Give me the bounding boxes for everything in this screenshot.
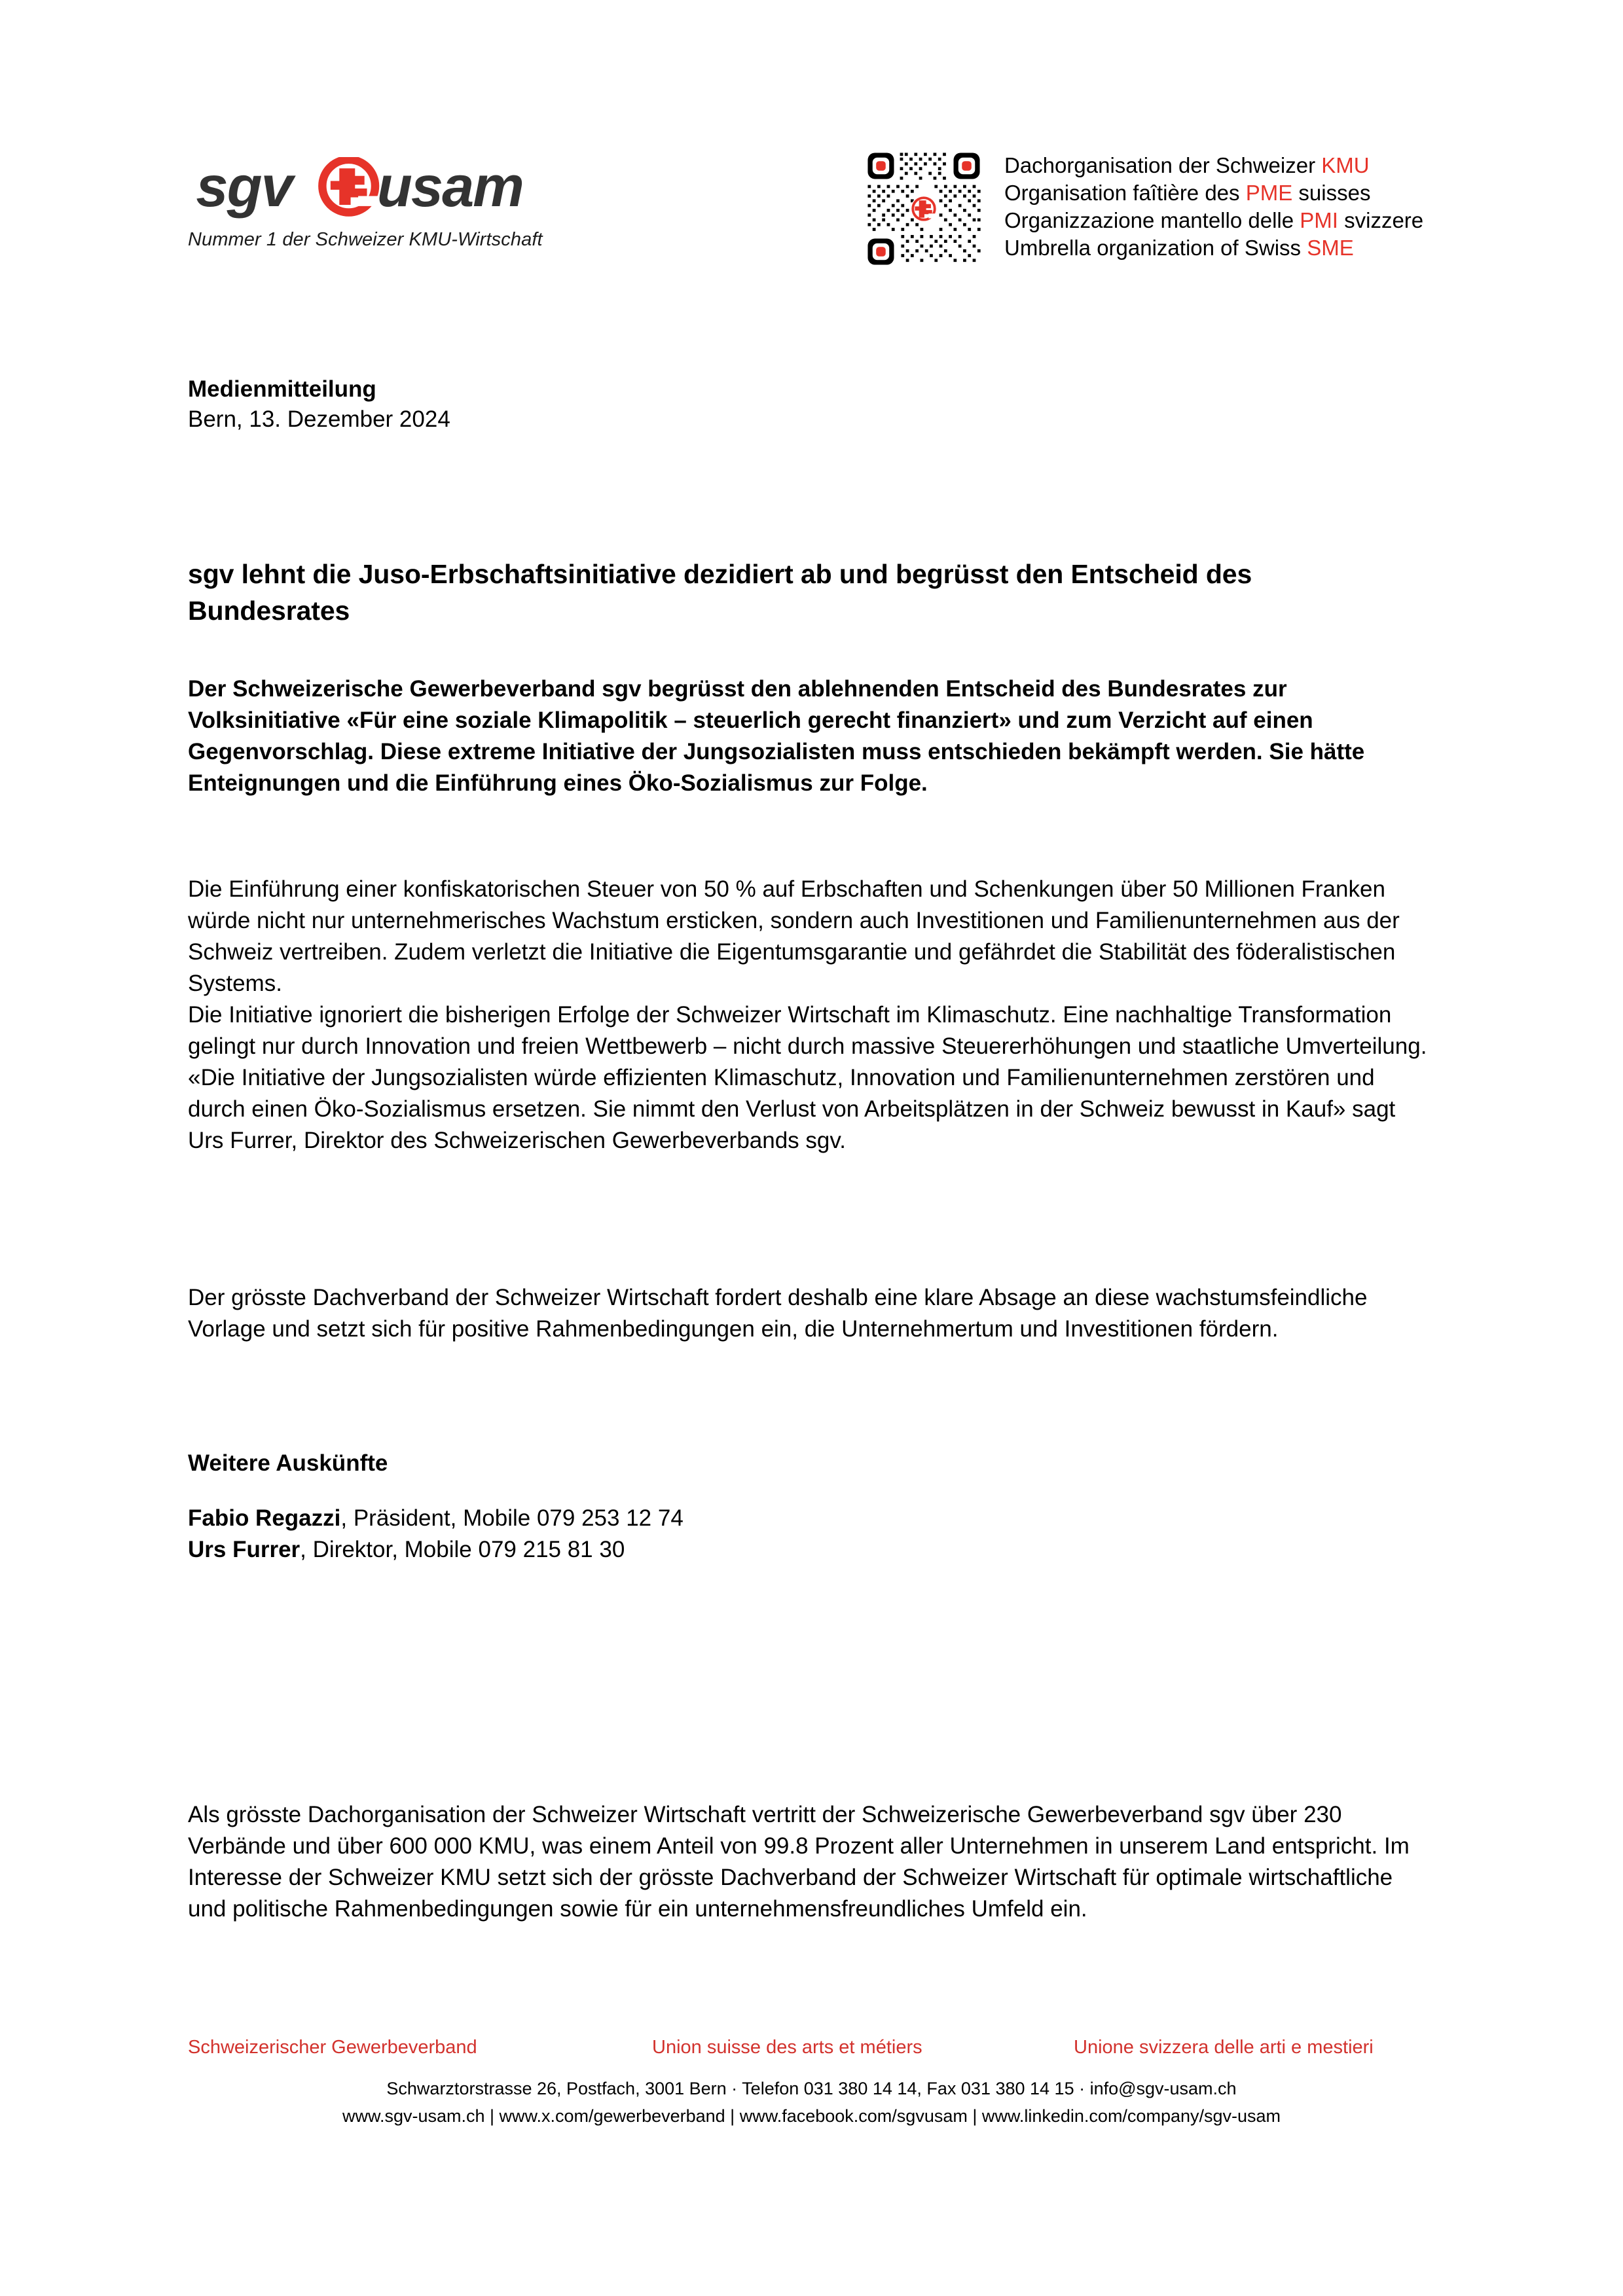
org-line-en-highlight: SME bbox=[1307, 236, 1354, 260]
page-title: sgv lehnt die Juso-Erbschaftsinitiative dezidiert ab und begrüsst den Entscheid des Bundesrates bbox=[188, 559, 1252, 626]
svg-text:sgv: sgv bbox=[196, 157, 292, 219]
footer-links[interactable]: www.sgv-usam.ch | www.x.com/gewerbeverband | www.facebook.com/sgvusam | www.linkedin.com/company/sgv-usam bbox=[342, 2106, 1281, 2126]
logo-emblem-icon bbox=[322, 160, 386, 213]
org-line-fr bbox=[1004, 179, 1423, 207]
footer-name-it: Unione svizzera delle arti e mestieri bbox=[1074, 2037, 1374, 2058]
org-line-fr-highlight: PME bbox=[1245, 181, 1293, 205]
page-footer bbox=[0, 2037, 1623, 2130]
sgv-usam-logo bbox=[188, 157, 594, 251]
org-line-it-suffix: svizzere bbox=[1338, 208, 1424, 232]
body-paragraph-1: Die Einführung einer konfiskatorischen Steuer von 50 % auf Erbschaften und Schenkungen über 50 Millionen Franken würde nicht nur unternehmerisches Wachstum ersticken, sondern auch Investitionen und Familienunternehmen aus der Schweiz vertreiben. Zudem verletzt die Initiative die Eigentumsgarantie und gefährdet die Stabilität des föderalistischen Systems. bbox=[188, 876, 1400, 996]
org-line-de bbox=[1004, 152, 1423, 179]
svg-text:usam: usam bbox=[376, 157, 523, 219]
footer-name-fr: Union suisse des arts et métiers bbox=[652, 2037, 922, 2058]
contact-details: , Präsident, Mobile 079 253 12 74 bbox=[340, 1505, 684, 1531]
contact-name: Urs Furrer bbox=[188, 1537, 301, 1562]
contacts-list bbox=[188, 1503, 684, 1566]
contact-item bbox=[188, 1503, 684, 1534]
document-type-label: Medienmitteilung bbox=[188, 376, 376, 402]
org-line-it-prefix: Organizzazione mantello delle bbox=[1004, 208, 1300, 232]
body-paragraph-2: Die Initiative ignoriert die bisherigen Erfolge der Schweizer Wirtschaft im Klimaschutz. Eine nachhaltige Transformation gelingt nur durch Innovation und freien Wettbewerb – nicht durch massive Steuererhöhungen und staatliche Umverteilung. «Die Initiative der Jungsozialisten würde effizienten Klimaschutz, Innovation und Familienunternehmen zerstören und durch einen Öko-Sozialismus ersetzen. Sie nimmt den Verlust von Arbeitsplätzen in der Schweiz bewusst in Kauf» sagt Urs Furrer, Direktor des Schweizerischen Gewerbeverbands sgv. bbox=[188, 1002, 1427, 1153]
body-paragraph-3: Der grösste Dachverband der Schweizer Wirtschaft fordert deshalb eine klare Absage an diese wachstumsfeindliche Vorlage und setzt sich für positive Rahmenbedingungen ein, die Unternehmertum und Investitionen fördern. bbox=[188, 1285, 1368, 1342]
org-line-fr-suffix: suisses bbox=[1292, 181, 1371, 205]
footer-address: Schwarztorstrasse 26, Postfach, 3001 Bern · Telefon 031 380 14 14, Fax 031 380 14 15 · info@sgv-usam.ch bbox=[386, 2079, 1237, 2098]
organization-identity bbox=[864, 149, 1423, 268]
page-header bbox=[0, 0, 1623, 308]
footer-name-de: Schweizerischer Gewerbeverband bbox=[188, 2037, 477, 2058]
org-line-en bbox=[1004, 234, 1423, 262]
org-line-fr-prefix: Organisation faîtière des bbox=[1004, 181, 1246, 205]
logo-tagline: Nummer 1 der Schweizer KMU-Wirtschaft bbox=[188, 229, 543, 250]
qr-code-icon bbox=[864, 149, 983, 268]
org-line-de-highlight: KMU bbox=[1321, 153, 1370, 177]
organization-taglines bbox=[1004, 149, 1423, 262]
logo-wordmark bbox=[188, 157, 594, 220]
contact-details: , Direktor, Mobile 079 215 81 30 bbox=[300, 1537, 625, 1562]
org-line-en-prefix: Umbrella organization of Swiss bbox=[1004, 236, 1307, 260]
org-line-it-highlight: PMI bbox=[1300, 208, 1338, 232]
org-line-de-prefix: Dachorganisation der Schweizer bbox=[1004, 153, 1322, 177]
contacts-heading: Weitere Auskünfte bbox=[188, 1450, 388, 1476]
document-place-date: Bern, 13. Dezember 2024 bbox=[188, 406, 450, 432]
footer-language-names bbox=[0, 2037, 1623, 2070]
org-line-it bbox=[1004, 207, 1423, 234]
contact-name: Fabio Regazzi bbox=[188, 1505, 341, 1531]
lead-paragraph: Der Schweizerische Gewerbeverband sgv begrüsst den ablehnenden Entscheid des Bundesrates zur Volksinitiative «Für eine soziale Klimapolitik – steuerlich gerecht finanziert» und zum Verzicht auf einen Gegenvorschlag. Diese extreme Initiative der Jungsozialisten muss entschieden bekämpft werden. Sie hätte Enteignungen und die Einführung eines Öko-Sozialismus zur Folge. bbox=[188, 676, 1365, 796]
contact-item bbox=[188, 1534, 684, 1566]
about-boilerplate: Als grösste Dachorganisation der Schweizer Wirtschaft vertritt der Schweizerische Gewerbeverband sgv über 230 Verbände und über 600 000 KMU, was einem Anteil von 99.8 Prozent aller Unternehmen in unserem Land entspricht. Im Interesse der Schweizer KMU setzt sich der grösste Dachverband der Schweizer Wirtschaft für optimale wirtschaftliche und politische Rahmenbedingungen sowie für ein unternehmensfreundliches Umfeld ein. bbox=[188, 1802, 1410, 1922]
